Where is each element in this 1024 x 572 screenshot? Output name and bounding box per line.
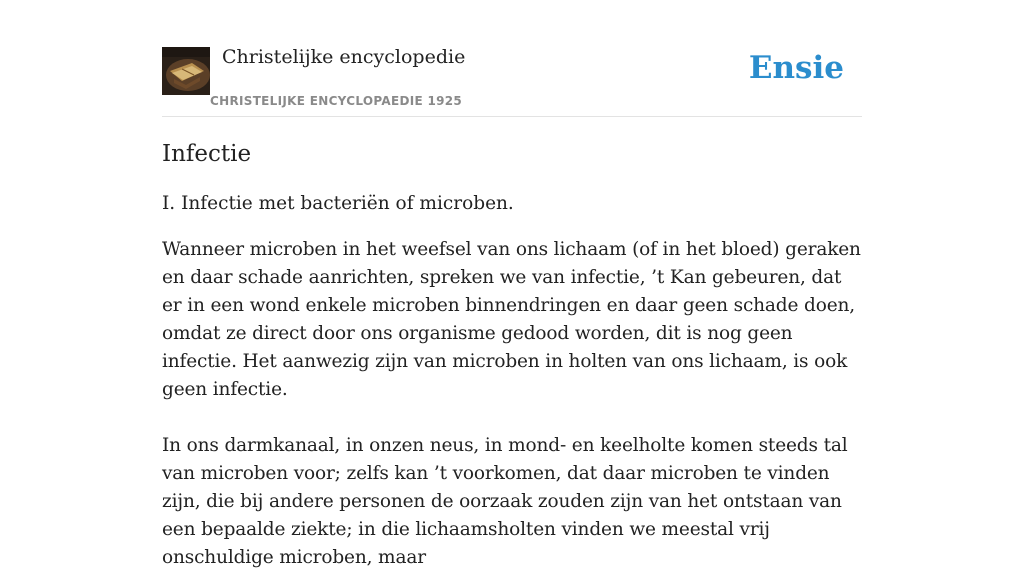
book-photo-avatar-icon[interactable]	[162, 47, 210, 95]
article	[162, 138, 862, 572]
article-title: Infectie	[162, 141, 252, 167]
site-subtitle: CHRISTELIJKE ENCYCLOPAEDIE 1925	[210, 94, 463, 108]
site-title[interactable]: Christelijke encyclopedie	[222, 46, 466, 68]
brand-logo-link[interactable]: Ensie	[748, 50, 844, 86]
article-paragraph: In ons darmkanaal, in onzen neus, in mond- en keelholte komen steeds tal van microben voor; zelfs kan ’t voorkomen, dat daar microben te vinden zijn, die bij andere personen de oorzaak zouden zijn van het ontstaan van een bepaalde ziekte; in die lichaamsholten vinden we meestal vrij onschuldige microben, maar	[162, 435, 848, 568]
section-heading: I. Infectie met bacteriën of microben.	[162, 193, 514, 214]
article-paragraph: Wanneer microben in het weefsel van ons lichaam (of in het bloed) geraken en daar schade aanrichten, spreken we van infectie, ’t Kan gebeuren, dat er in een wond enkele microben binnendringen en daar geen schade doen, omdat ze direct door ons organisme gedood worden, dit is nog geen infectie. Het aanwezig zijn van microben in holten van ons lichaam, is ook geen infectie.	[162, 239, 861, 400]
site-header	[162, 46, 862, 117]
